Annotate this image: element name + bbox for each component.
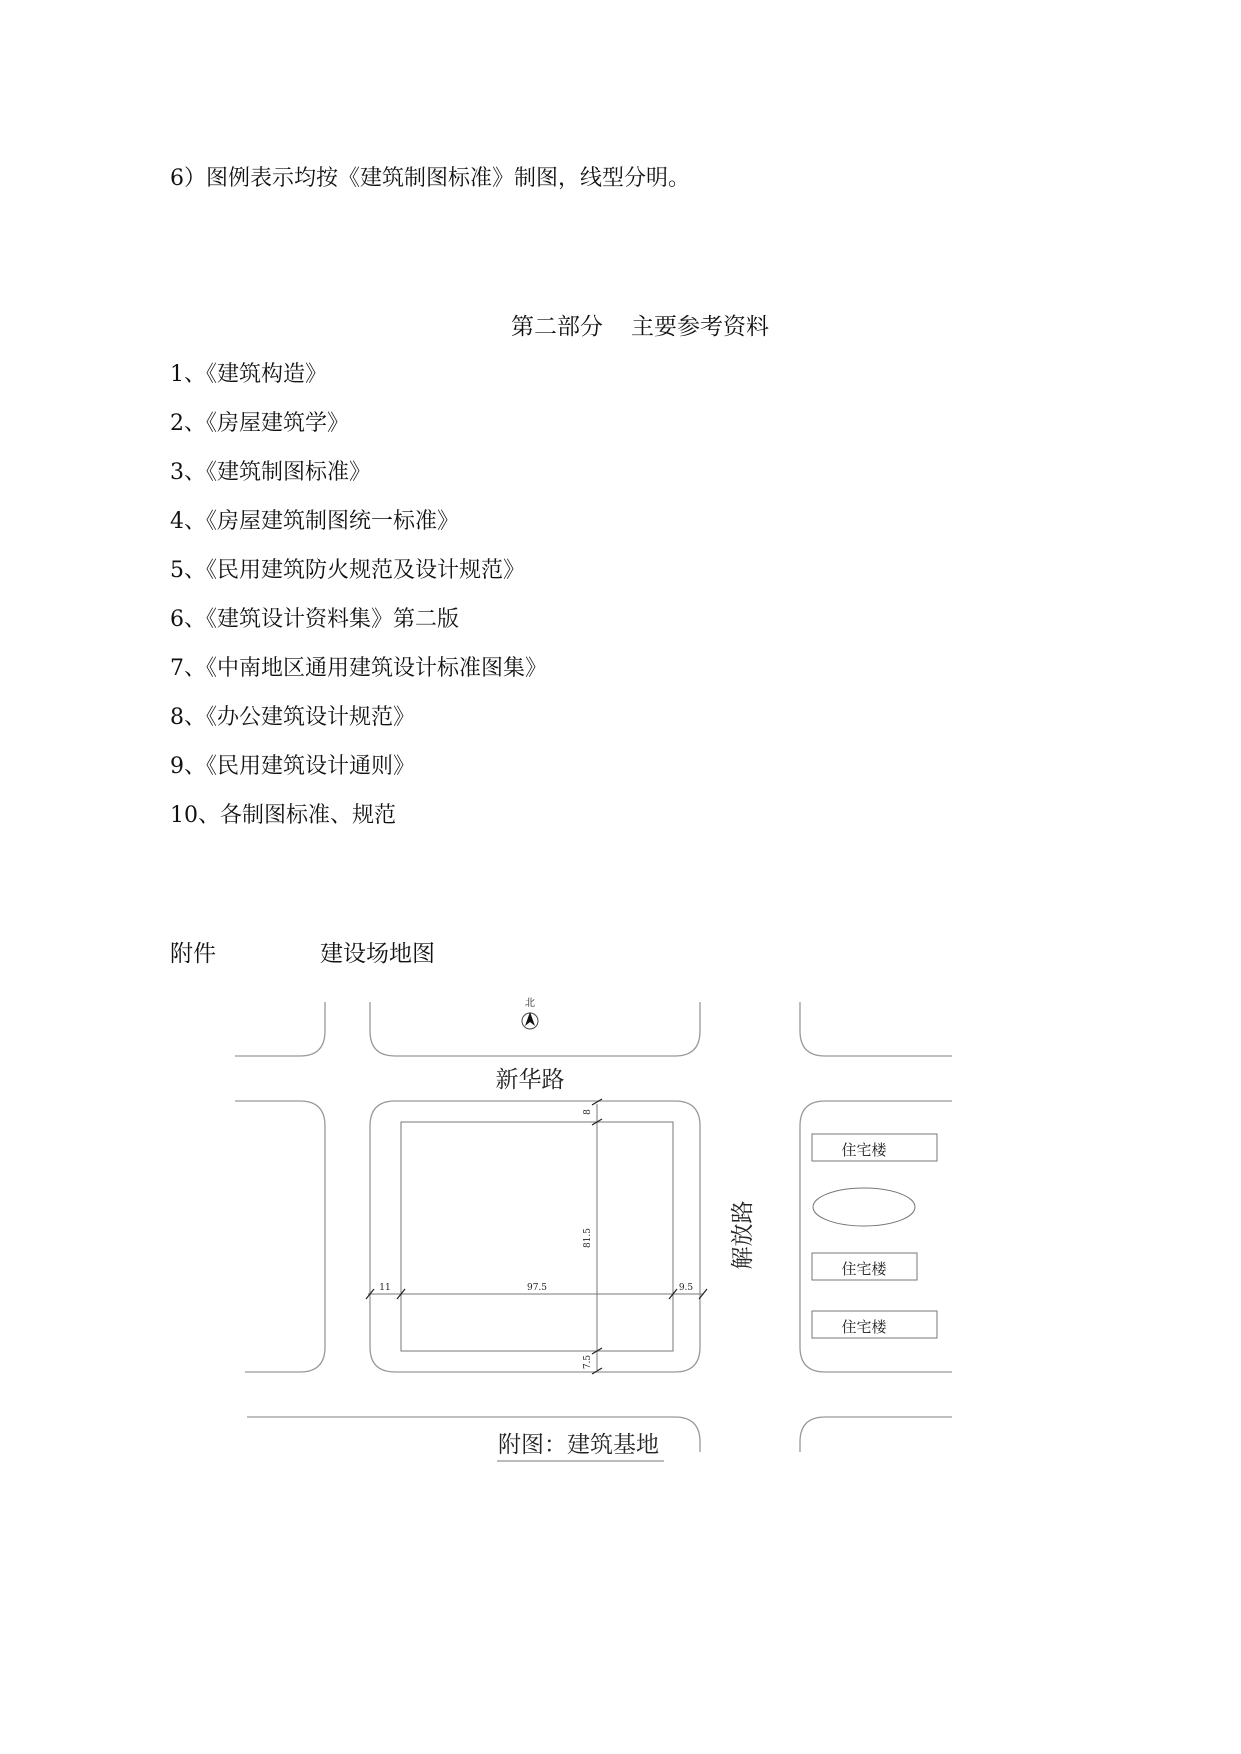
- reference-item: 5、《民用建筑防火规范及设计规范》: [170, 558, 525, 583]
- building-label: 住宅楼: [841, 1318, 887, 1336]
- dim-bottom: 7.5: [583, 1354, 593, 1370]
- reference-item: 3、《建筑制图标准》: [170, 460, 371, 485]
- north-arrow-icon: [522, 1012, 538, 1029]
- reference-item: 9、《民用建筑设计通则》: [170, 754, 415, 779]
- dim-left: 11: [379, 1283, 391, 1293]
- section-title-main: 主要参考资料: [631, 314, 769, 340]
- road-outlines: [235, 1002, 952, 1452]
- reference-item: 1、《建筑构造》: [170, 362, 327, 387]
- reference-item: 7、《中南地区通用建筑设计标准图集》: [170, 656, 547, 681]
- green-space: [813, 1188, 915, 1226]
- building-label: 住宅楼: [841, 1141, 887, 1159]
- section-title-part: 第二部分: [511, 314, 603, 340]
- dimension-lines: [366, 1099, 707, 1374]
- road-north-label: 新华路: [495, 1067, 565, 1093]
- reference-item: 6、《建筑设计资料集》第二版: [170, 607, 459, 632]
- intro-item: 6）图例表示均按《建筑制图标准》制图，线型分明。: [170, 166, 690, 191]
- reference-item: 8、《办公建筑设计规范》: [170, 705, 415, 730]
- reference-item: 2、《房屋建筑学》: [170, 411, 349, 436]
- dim-top: 8: [583, 1109, 593, 1115]
- dim-right: 9.5: [678, 1283, 694, 1293]
- north-label: 北: [525, 998, 535, 1009]
- attachment-title: 建设场地图: [320, 941, 435, 967]
- road-east-label: 解放路: [730, 1200, 756, 1270]
- building-label: 住宅楼: [841, 1260, 887, 1278]
- dim-vertical: 81.5: [583, 1227, 593, 1249]
- map-caption: 附图：建筑基地: [498, 1432, 659, 1458]
- reference-item: 10、各制图标准、规范: [170, 803, 396, 828]
- attachment-label: 附件: [170, 941, 216, 967]
- site-boundary: [401, 1122, 673, 1351]
- dim-width: 97.5: [526, 1283, 548, 1293]
- reference-item: 4、《房屋建筑制图统一标准》: [170, 509, 459, 534]
